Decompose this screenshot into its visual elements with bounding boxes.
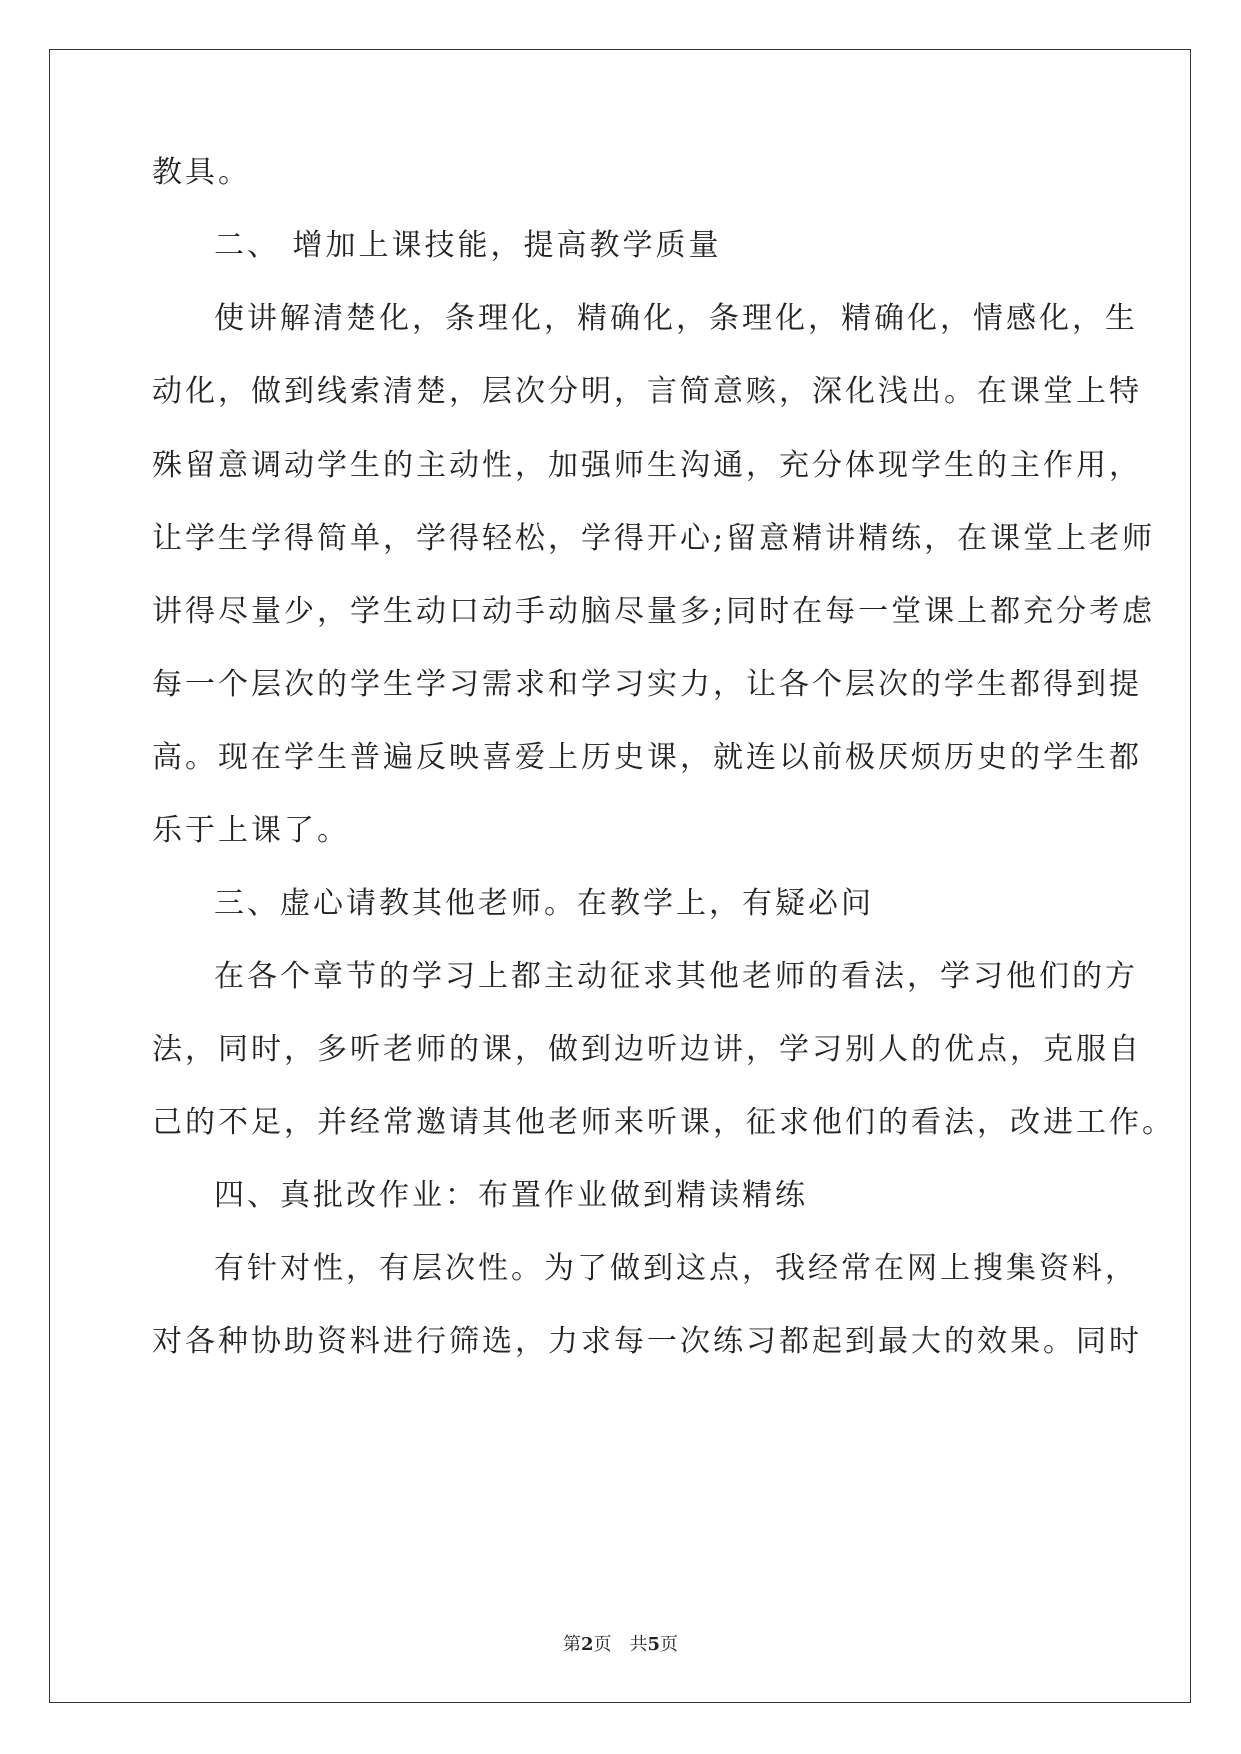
page-border — [49, 49, 1191, 1703]
text-line: 动化，做到线索清楚，层次分明，言简意赅，深化浅出。在课堂上特 — [152, 374, 1142, 409]
text-line: 讲得尽量少，学生动口动手动脑尽量多;同时在每一堂课上都充分考虑 — [152, 594, 1156, 629]
footer-suffix: 页 — [660, 1634, 679, 1655]
text-line: 有针对性，有层次性。为了做到这点，我经常在网上搜集资料， — [214, 1251, 1138, 1286]
text-line: 殊留意调动学生的主动性，加强师生沟通，充分体现学生的主作用， — [152, 448, 1142, 483]
text-line: 法，同时，多听老师的课，做到边听边讲，学习别人的优点，克服自 — [152, 1032, 1142, 1067]
text-line: 己的不足，并经常邀请其他老师来听课，征求他们的看法，改进工作。 — [152, 1105, 1175, 1140]
text-line: 每一个层次的学生学习需求和学习实力，让各个层次的学生都得到提 — [152, 667, 1142, 702]
section-heading: 四、真批改作业：布置作业做到精读精练 — [214, 1178, 808, 1213]
text-line: 教具。 — [152, 155, 251, 190]
text-line: 高。现在学生普遍反映喜爱上历史课，就连以前极厌烦历史的学生都 — [152, 740, 1142, 775]
text-line: 让学生学得简单，学得轻松，学得开心;留意精讲精练，在课堂上老师 — [152, 521, 1156, 556]
section-heading: 二、 增加上课技能，提高教学质量 — [214, 228, 722, 263]
text-line: 使讲解清楚化，条理化，精确化，条理化，精确化，情感化，生 — [214, 301, 1138, 336]
text-line: 在各个章节的学习上都主动征求其他老师的看法，学习他们的方 — [214, 959, 1138, 994]
footer-prefix: 第 — [562, 1634, 581, 1655]
section-heading: 三、虚心请教其他老师。在教学上，有疑必问 — [214, 886, 874, 921]
text-line: 乐于上课了。 — [152, 813, 350, 848]
text-line: 对各种协助资料进行筛选，力求每一次练习都起到最大的效果。同时 — [152, 1324, 1142, 1359]
footer-mid: 页 共 — [593, 1634, 648, 1655]
total-pages-number: 5 — [647, 1634, 661, 1655]
current-page-number: 2 — [580, 1634, 594, 1655]
page-footer — [0, 1633, 1241, 1657]
